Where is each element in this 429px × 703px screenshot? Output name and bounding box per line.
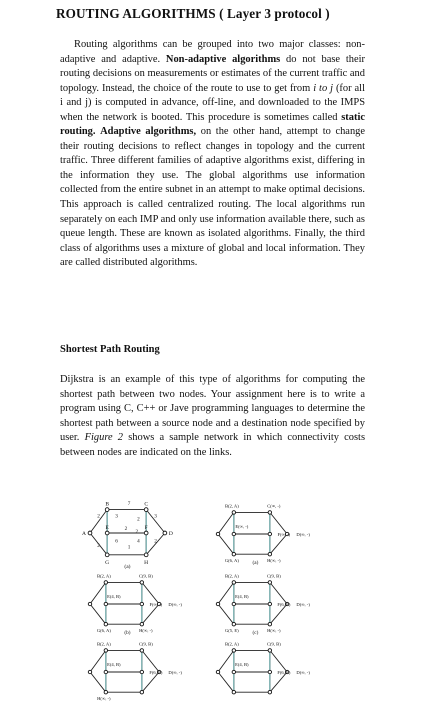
network-node xyxy=(232,649,235,652)
text-segment: on the other hand, attempt to change their routing decisions to reflect changes in topology and the current traffic. Three different families of adaptive algorithms exist, differing in the information they use. The global algorithms use information collected from the entire subnet in an attempt to make optimal decisions. This approach is called centralized routing. The local algorithms run separately on each IMP and only use information available there, such as queue length. These are known as isolated algorithms. Finally, the third class of algorithms uses a mixture of global and local information. They are called distributed algorithms. xyxy=(60,126,366,269)
node-distance-label: F(6, E) xyxy=(149,670,163,675)
node-distance-label: C(∞, -) xyxy=(267,503,281,509)
node-distance-label: E(4, B) xyxy=(235,662,249,667)
text-segment: Figure 2 xyxy=(84,432,124,444)
node-label-b: B xyxy=(105,501,109,508)
network-node xyxy=(268,690,271,693)
paragraph-2-text xyxy=(60,373,365,460)
network-link xyxy=(270,512,287,534)
network-link xyxy=(142,604,159,624)
text-segment: Dijkstra is an example of this type of algorithms for computing the shortest path between two nodes. Your assignment here is to write a program using C, C++ or Jave programming languages to determine the shortest path between a source node and a destination node specified by user. xyxy=(60,374,365,444)
network-link xyxy=(218,650,234,672)
network-node xyxy=(268,602,271,605)
section-heading-shortest-path: Shortest Path Routing xyxy=(60,344,160,355)
network-node xyxy=(268,581,271,584)
network-node xyxy=(216,670,219,673)
network-node xyxy=(105,553,109,557)
network-node xyxy=(144,508,148,512)
text-segment: shows a sample network in which connectivity costs between nodes are indicated on the links. xyxy=(60,432,366,458)
network-node xyxy=(104,649,107,652)
network-node xyxy=(88,602,91,605)
graph-panel xyxy=(88,641,182,702)
node-distance-label: H(∞, -) xyxy=(97,696,111,702)
network-link xyxy=(270,650,287,672)
network-node xyxy=(216,602,219,605)
figure-2-network-diagrams xyxy=(60,492,370,702)
panel-caption: (a) xyxy=(252,560,259,566)
network-link xyxy=(270,534,287,554)
network-node xyxy=(268,532,271,535)
network-node xyxy=(268,670,271,673)
node-distance-label: E(4, B) xyxy=(107,662,121,667)
network-link xyxy=(142,650,159,672)
text-segment: (for all i and j) is computed in advance, off-line, and downloaded to the IMPS when the network is booted. This procedure is sometimes called xyxy=(60,82,365,123)
network-node xyxy=(268,649,271,652)
node-distance-label: D(∞, -) xyxy=(296,602,310,607)
network-node xyxy=(140,622,143,625)
network-link xyxy=(90,672,106,692)
network-link xyxy=(218,512,234,534)
node-distance-label: F(6, E) xyxy=(277,670,291,675)
paragraph-dijkstra xyxy=(60,373,365,460)
text-segment: do not base their routing decisions on measurements or estimates of the current traffic and topology. Instead, the choice of the route to use to get from xyxy=(60,53,366,94)
node-distance-label: G(6, A) xyxy=(224,558,239,564)
edge-weight: 2 xyxy=(137,516,140,523)
network-node xyxy=(232,622,235,625)
text-segment: static routing. xyxy=(60,111,365,138)
node-label-c: C xyxy=(144,501,148,508)
network-link xyxy=(270,582,287,604)
network-node xyxy=(232,602,235,605)
paragraph-routing-algorithms xyxy=(60,38,365,271)
edge-weight: 2 xyxy=(97,543,100,550)
node-distance-label: D(∞, -) xyxy=(296,532,310,537)
edge-weight: 2 xyxy=(154,538,157,545)
network-link xyxy=(218,534,234,554)
panel-caption: (b) xyxy=(124,630,131,636)
node-distance-label: C(9, B) xyxy=(266,573,281,579)
node-distance-label: E(∞, -) xyxy=(235,524,249,529)
network-node xyxy=(232,532,235,535)
network-node xyxy=(104,670,107,673)
graph-panel xyxy=(216,503,310,566)
figure-svg xyxy=(60,492,370,702)
network-link xyxy=(218,582,234,604)
node-distance-label: B(2, A) xyxy=(224,503,239,509)
node-label-g: G xyxy=(105,559,110,566)
network-node xyxy=(104,581,107,584)
edge-weight: 7 xyxy=(127,500,131,507)
node-distance-label: C(9, B) xyxy=(138,641,153,647)
node-distance-label: C(9, B) xyxy=(266,641,281,647)
edge-weight: 1 xyxy=(127,544,131,551)
network-node xyxy=(140,602,143,605)
node-distance-label: G(6, A) xyxy=(96,628,111,634)
node-label-d: D xyxy=(168,531,173,537)
node-distance-label: D(∞, -) xyxy=(296,670,310,675)
edge-weight: 2 xyxy=(135,529,139,535)
panel-caption: (c) xyxy=(252,630,259,636)
node-distance-label: D(∞, -) xyxy=(168,670,182,675)
graph-panel xyxy=(216,641,310,693)
node-label-e: E xyxy=(105,525,109,531)
node-label-f: F xyxy=(144,525,148,531)
node-distance-label: B(2, A) xyxy=(224,641,239,647)
page-title: ROUTING ALGORITHMS ( Layer 3 protocol ) xyxy=(56,6,330,21)
network-node xyxy=(163,531,167,535)
network-link xyxy=(142,672,159,692)
graph-panel xyxy=(216,573,310,636)
network-link xyxy=(90,604,106,624)
text-segment: Routing algorithms can be grouped into two major classes: non-adaptive and adaptive. xyxy=(60,39,365,65)
network-node xyxy=(144,531,148,535)
network-node xyxy=(105,531,109,535)
text-segment: Adaptive algorithms, xyxy=(100,126,197,138)
node-distance-label: F(∞, -) xyxy=(277,532,291,537)
network-node xyxy=(216,532,219,535)
network-node xyxy=(140,649,143,652)
network-node xyxy=(140,690,143,693)
network-node xyxy=(232,670,235,673)
node-distance-label: D(∞, -) xyxy=(168,602,182,607)
edge-weight: 3 xyxy=(154,513,157,520)
network-node xyxy=(104,690,107,693)
network-link xyxy=(142,582,159,604)
network-link xyxy=(270,604,287,624)
edge-weight: 2 xyxy=(97,513,100,520)
edge-weight: 4 xyxy=(137,538,140,545)
text-segment: Non-adaptive algorithms xyxy=(165,53,281,65)
network-node xyxy=(232,690,235,693)
node-distance-label: H(∞, -) xyxy=(139,628,153,634)
node-distance-label: E(4, B) xyxy=(235,594,249,599)
node-distance-label: E(4, B) xyxy=(107,594,121,599)
node-distance-label: C(9, B) xyxy=(138,573,153,579)
node-distance-label: B(2, A) xyxy=(96,573,111,579)
network-link xyxy=(90,650,106,672)
panel-caption: (a) xyxy=(124,564,131,571)
network-node xyxy=(88,531,92,535)
network-node xyxy=(232,552,235,555)
text-segment: i to j xyxy=(313,82,334,94)
node-distance-label: F(6, E) xyxy=(277,602,291,607)
paragraph-1-text xyxy=(60,38,365,271)
network-link xyxy=(218,604,234,624)
edge-weight: 3 xyxy=(115,513,118,520)
network-node xyxy=(268,622,271,625)
edge-weight: 6 xyxy=(115,538,118,545)
network-link xyxy=(218,672,234,692)
network-node xyxy=(88,670,91,673)
node-distance-label: H(∞, -) xyxy=(267,628,281,634)
network-node xyxy=(144,553,148,557)
node-label-a: A xyxy=(82,531,86,537)
network-node xyxy=(232,581,235,584)
node-label-h: H xyxy=(144,559,149,566)
edge-weight: 2 xyxy=(124,525,128,532)
node-distance-label: F(∞, -) xyxy=(149,602,163,607)
network-link xyxy=(90,582,106,604)
network-node xyxy=(104,602,107,605)
node-distance-label: G(5, E) xyxy=(224,628,239,634)
network-node xyxy=(105,508,109,512)
network-node xyxy=(232,511,235,514)
network-node xyxy=(140,581,143,584)
network-link xyxy=(270,672,287,692)
network-node xyxy=(268,552,271,555)
network-node xyxy=(140,670,143,673)
graph-panel xyxy=(88,573,182,636)
node-distance-label: H(∞, -) xyxy=(267,558,281,564)
network-node xyxy=(268,511,271,514)
graph-panel-initial xyxy=(82,501,173,570)
network-node xyxy=(104,622,107,625)
node-distance-label: B(2, A) xyxy=(96,641,111,647)
node-distance-label: B(2, A) xyxy=(224,573,239,579)
